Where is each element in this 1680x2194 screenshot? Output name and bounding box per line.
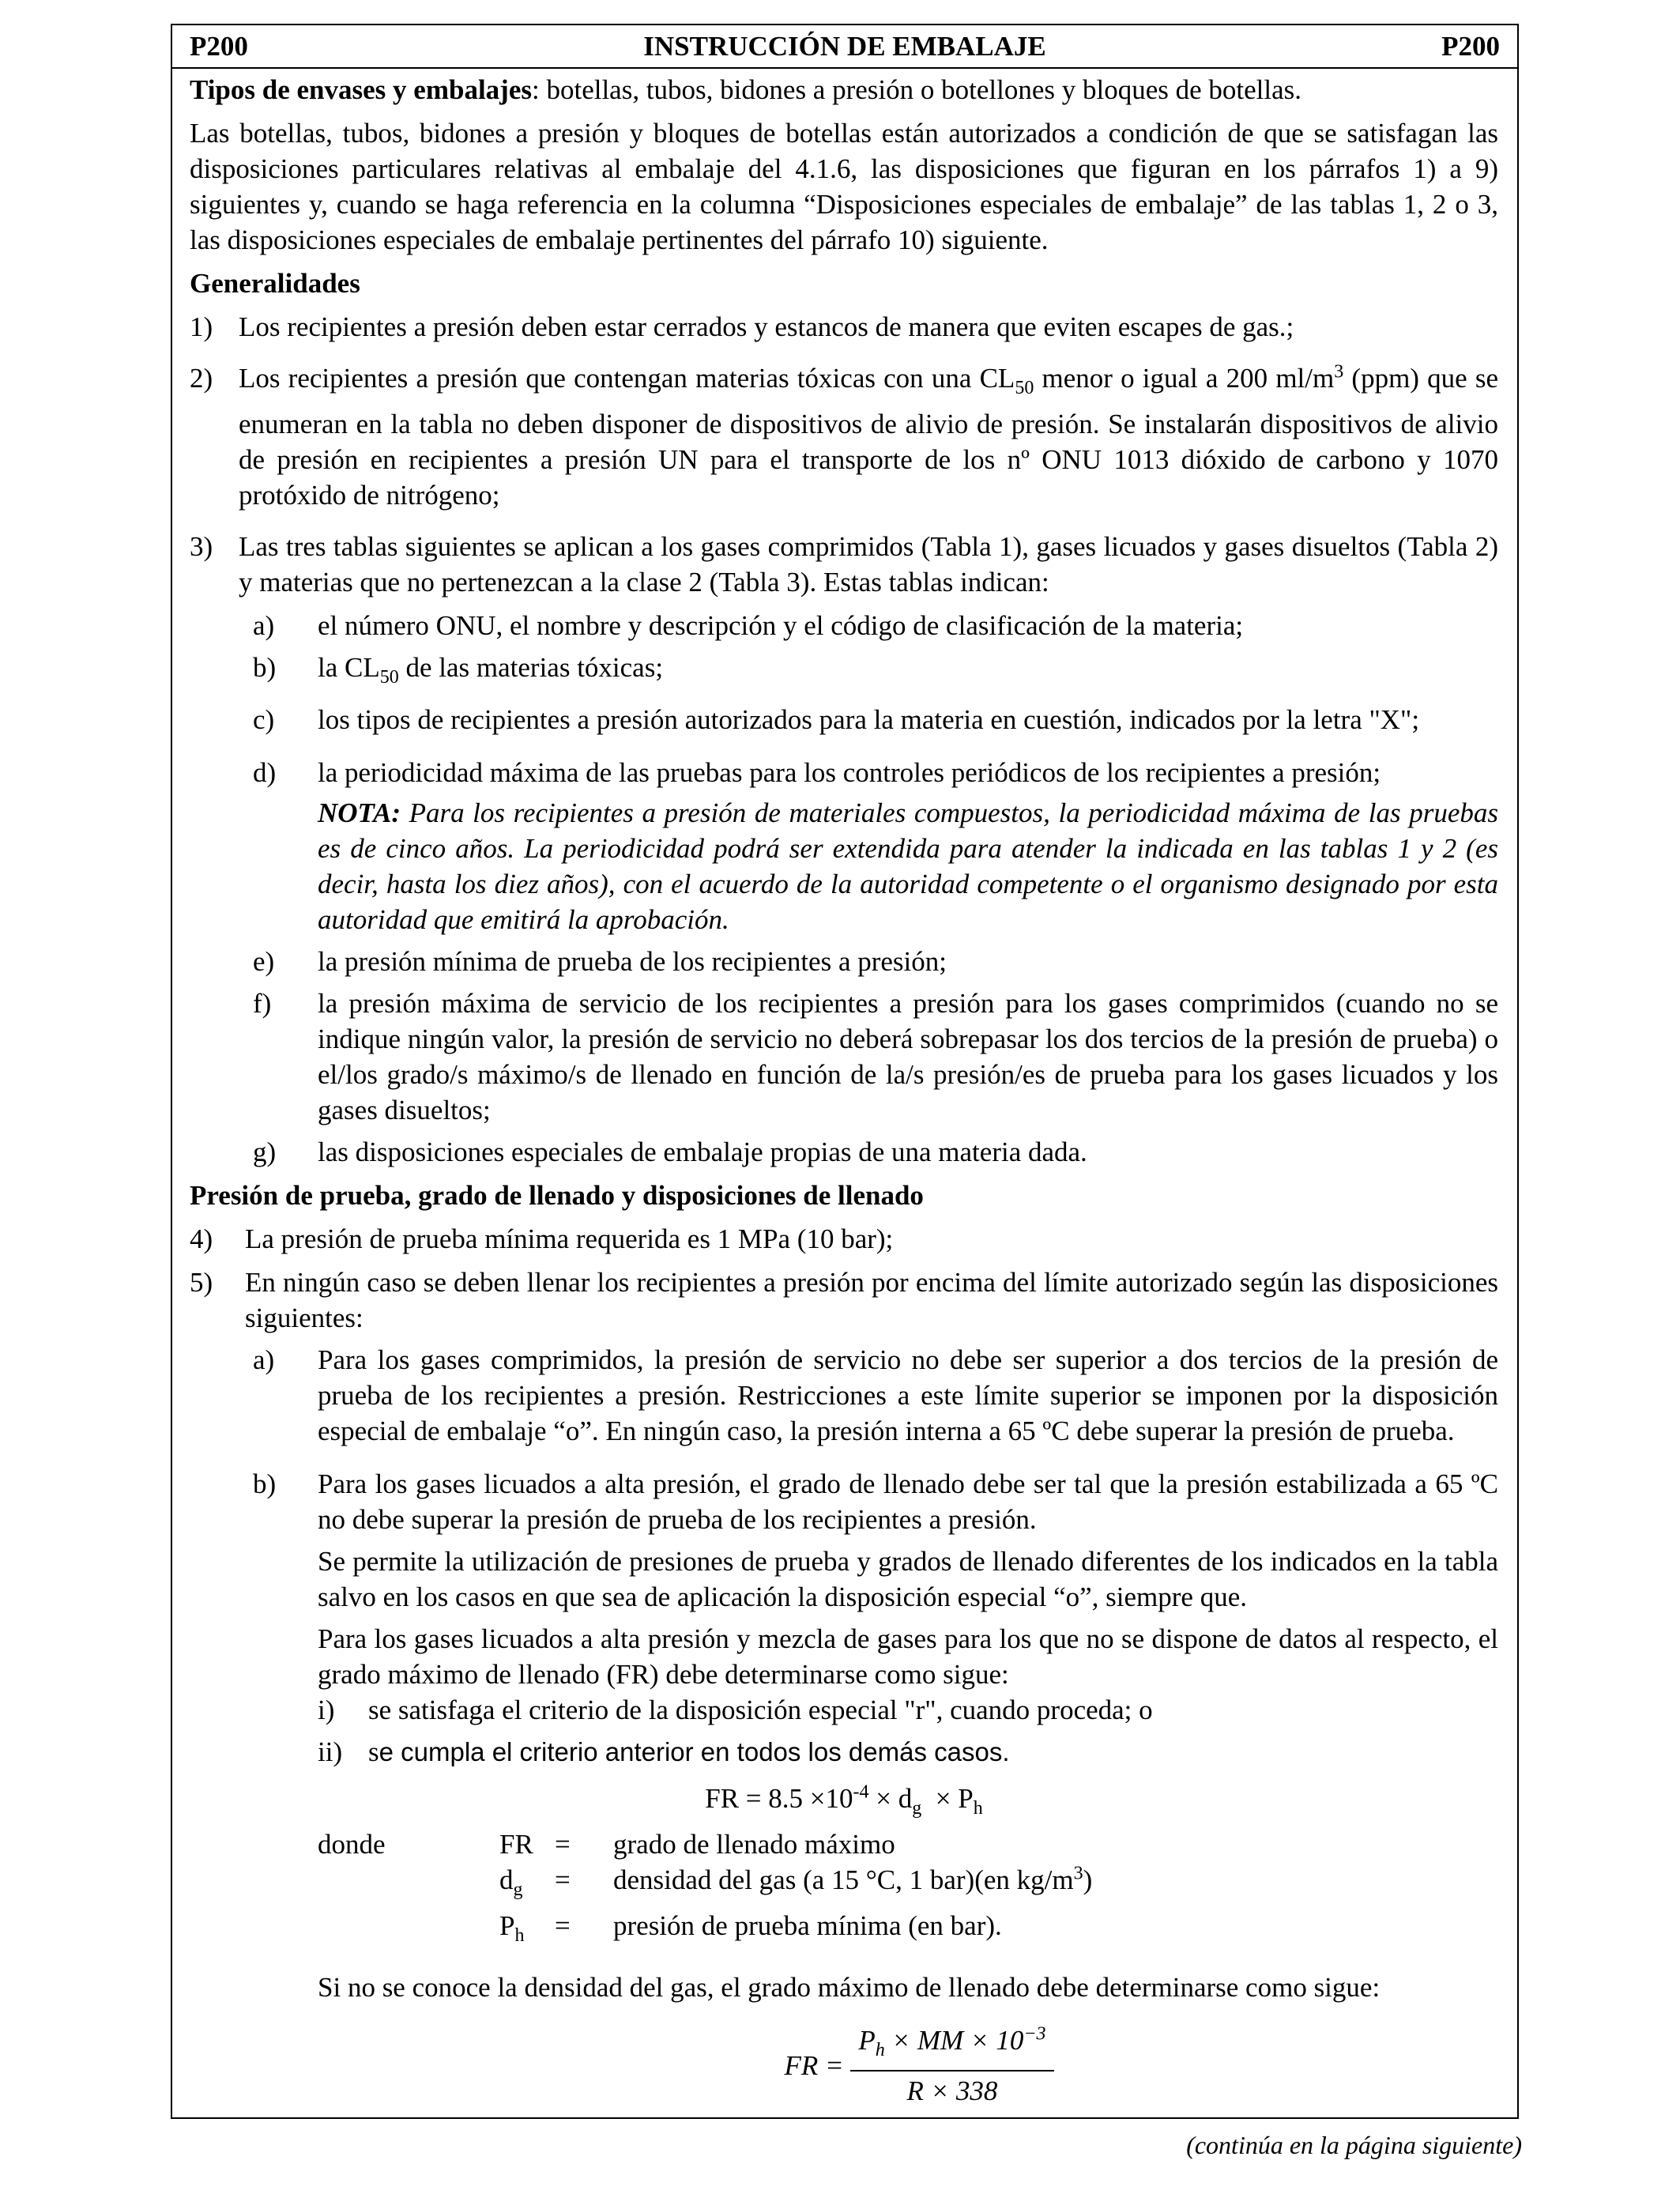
symbol-subscript: g: [513, 1879, 523, 1900]
item-text: Para los gases licuados a alta presión, el grado de llenado debe ser tal que la presión estabilizada a 65 ºC no debe superar la presión de prueba de los recipientes a presión.: [318, 1468, 1498, 1535]
note-label: NOTA:: [318, 797, 401, 828]
pressure-heading: Presión de prueba, grado de llenado y disposiciones de llenado: [190, 1180, 924, 1211]
item-5b-p2: Se permite la utilización de presiones de prueba y grados de llenado diferentes de los indicados en la tabla salvo en los casos en que sea de aplicación la disposición especial “o”, siempre que.: [318, 1546, 1498, 1612]
formula-part: P: [858, 2025, 876, 2056]
item-number: 1): [190, 311, 213, 342]
types-label: Tipos de envases y embalajes: [190, 74, 532, 105]
item-text: menor o igual a 200 ml/m: [1034, 363, 1335, 394]
item-4: [190, 1221, 1498, 1257]
symbol-text: P: [499, 1910, 515, 1941]
code-right: P200: [1441, 31, 1500, 62]
item-number: 3): [190, 531, 213, 562]
item-number: 4): [190, 1223, 213, 1254]
item-3d: [190, 755, 1498, 790]
item-5b-p3: Para los gases licuados a alta presión y mezcla de gases para los que no se dispone de datos al respecto, el grado máximo de llenado (FR) debe determinarse como sigue:: [318, 1623, 1498, 1690]
item-letter: b): [253, 1468, 277, 1499]
item-letter: e): [253, 946, 275, 977]
item-text: En ningún caso se deben llenar los recipientes a presión por encima del límite autorizado según las disposiciones siguientes:: [245, 1267, 1498, 1333]
item-letter: d): [253, 757, 277, 788]
item-letter: a): [253, 1344, 275, 1375]
item-text: s: [368, 1736, 379, 1767]
item-letter: a): [253, 610, 275, 641]
item-letter: c): [253, 704, 275, 735]
item-3g: [190, 1134, 1498, 1170]
packaging-types: [190, 72, 1498, 107]
definition-row: [318, 1826, 1092, 1862]
general-heading: Generalidades: [190, 268, 360, 299]
formula-part: × P: [921, 1783, 974, 1814]
definition-row: [318, 1908, 1092, 1954]
spacer: [318, 1862, 499, 1908]
formula-lhs: FR =: [784, 2050, 844, 2081]
item-text: la CL: [318, 652, 380, 683]
symbol: [499, 1826, 555, 1862]
item-text: Las tres tablas siguientes se aplican a los gases comprimidos (Tabla 1), gases licuados y gases disueltos (Tabla 2) y materias que no pertenezcan a la clase 2 (Tabla 3). Estas tablas indican:: [239, 531, 1498, 598]
item-letter: g): [253, 1137, 277, 1167]
symbol-subscript: h: [514, 1925, 525, 1946]
continued-note: (continúa en la página siguiente): [1186, 2131, 1522, 2159]
fraction-numerator: [850, 2022, 1053, 2071]
item-text: las disposiciones especiales de embalaje propias de una materia dada.: [318, 1137, 1087, 1167]
item-number: 2): [190, 363, 213, 394]
item-3c: [190, 702, 1498, 737]
item-3: [190, 529, 1498, 600]
equals: =: [555, 1910, 571, 1941]
note-text: Para los recipientes a presión de materiales compuestos, la periodicidad máxima de las pruebas es de cinco años. La periodicidad podrá ser extendida para atender la indicada en las tablas 1 y 2 (es decir, hasta los diez años), con el acuerdo de la autoridad competente o el organismo designado por esta autoridad que emitirá la aprobación.: [318, 797, 1498, 935]
item-text: se satisfaga el criterio de la disposición especial "r", cuando proceda; o: [368, 1695, 1153, 1725]
formula-subscript: h: [973, 1798, 983, 1819]
item-1: [190, 309, 1498, 345]
definition-row: [318, 1862, 1092, 1908]
item-number: 5): [190, 1267, 213, 1298]
item-roman: i): [318, 1695, 335, 1725]
item-text: (ppm) que se enumeran en la tabla no deben disponer de dispositivos de alivio de presión. Se instalarán dispositivos de alivio de presión en recipientes a presión UN para el transporte de los nº ONU 1013 dióxido de carbono y 1070 protóxido de nitrógeno;: [239, 363, 1498, 511]
definition: presión de prueba mínima (en bar).: [613, 1910, 1002, 1941]
header-row: [172, 25, 1517, 69]
formula-exponent: -4: [853, 1781, 869, 1803]
fraction: [850, 2022, 1053, 2109]
item-3f: [190, 986, 1498, 1128]
formula-fr-molar: [190, 2022, 1498, 2109]
subscript: 50: [1015, 378, 1034, 398]
item-5: [190, 1265, 1498, 1336]
item-text: Para los gases comprimidos, la presión de servicio no debe ser superior a dos tercios de la presión de prueba de los recipientes a presión. Restricciones a este límite superior se imponen por la disposición especial de embalaje “o”. En ningún caso, la presión interna a 65 ºC debe superar la presión de prueba.: [318, 1344, 1498, 1446]
definition-text: ): [1083, 1864, 1093, 1895]
definition-sup: 3: [1073, 1863, 1083, 1884]
instruction-body: [190, 69, 1498, 2109]
formula-subscript: h: [875, 2040, 885, 2060]
definition-text: densidad del gas (a 15 °C, 1 bar)(en kg/m: [613, 1864, 1074, 1895]
equals: =: [555, 1864, 571, 1895]
item-5b: [190, 1466, 1498, 1537]
symbol-text: FR: [499, 1829, 533, 1860]
unknown-density-text: Si no se conoce la densidad del gas, el grado máximo de llenado debe determinarse como sigue:: [318, 1972, 1381, 2003]
item-3b: [190, 650, 1498, 696]
code-left: P200: [190, 31, 248, 62]
equals: =: [555, 1829, 571, 1860]
item-5a: [190, 1342, 1498, 1449]
definition: [613, 1862, 1092, 1908]
spacer: [318, 1908, 499, 1954]
where-label: donde: [318, 1829, 386, 1860]
item-roman: ii): [318, 1736, 343, 1767]
types-text: : botellas, tubos, bidones a presión o botellones y bloques de botellas.: [532, 74, 1302, 105]
item-text: la presión mínima de prueba de los recipientes a presión;: [318, 946, 947, 977]
definition: grado de llenado máximo: [613, 1829, 895, 1860]
fraction-denominator: R × 338: [906, 2075, 998, 2106]
item-text: el número ONU, el nombre y descripción y el código de clasificación de la materia;: [318, 610, 1244, 641]
item-text: e cumpla el criterio anterior en todos los demás casos.: [379, 1737, 1010, 1766]
symbol: [499, 1908, 555, 1954]
formula-part: × MM × 10: [884, 2025, 1024, 2056]
formula-part: × d: [868, 1783, 913, 1814]
item-letter: f): [253, 988, 272, 1019]
intro-paragraph: Las botellas, tubos, bidones a presión y bloques de botellas están autorizados a condición de que se satisfagan las disposiciones particulares relativas al embalaje del 4.1.6, las disposiciones que figuran en los párrafos 1) a 9) siguientes y, cuando se haga referencia en la columna “Disposiciones especiales de embalaje” de las tablas 1, 2 o 3, las disposiciones especiales de embalaje pertinentes del párrafo 10) siguiente.: [190, 118, 1498, 255]
note: [190, 795, 1498, 937]
formula-subscript: g: [912, 1798, 922, 1819]
symbol: [499, 1862, 555, 1908]
subscript: 50: [379, 667, 399, 688]
item-5b-ii: [190, 1734, 1498, 1770]
item-5b-i: [190, 1692, 1498, 1728]
item-text: La presión de prueba mínima requerida es 1 MPa (10 bar);: [245, 1223, 894, 1254]
formula-fr-density: [190, 1781, 1498, 1826]
formula-definitions: [318, 1826, 1092, 1954]
page-title: INSTRUCCIÓN DE EMBALAJE: [643, 31, 1046, 62]
item-3a: [190, 608, 1498, 643]
item-text: Los recipientes a presión deben estar cerrados y estancos de manera que eviten escapes de gas.;: [239, 311, 1294, 342]
formula-part: FR = 8.5 ×10: [705, 1783, 853, 1814]
item-text: de las materias tóxicas;: [398, 652, 664, 683]
item-text: la presión máxima de servicio de los recipientes a presión para los gases comprimidos (cuando no se indique ningún valor, la presión de servicio no deberá sobrepasar los dos tercios de la presión de prueba) o el/los grado/s máximo/s de llenado en función de la/s presión/es de prueba para los gases licuados y los gases disueltos;: [318, 988, 1498, 1125]
item-text: Los recipientes a presión que contengan materias tóxicas con una CL: [239, 363, 1015, 394]
item-text: la periodicidad máxima de las pruebas para los controles periódicos de los recipientes a presión;: [318, 757, 1381, 788]
item-3e: [190, 944, 1498, 979]
superscript: 3: [1334, 361, 1344, 383]
item-text: los tipos de recipientes a presión autorizados para la materia en cuestión, indicados por la letra "X";: [318, 704, 1420, 735]
formula-exponent: −3: [1023, 2023, 1046, 2045]
item-letter: b): [253, 652, 277, 683]
symbol-text: d: [499, 1864, 514, 1895]
item-2: [190, 360, 1498, 513]
packing-instruction-frame: [171, 24, 1519, 2119]
